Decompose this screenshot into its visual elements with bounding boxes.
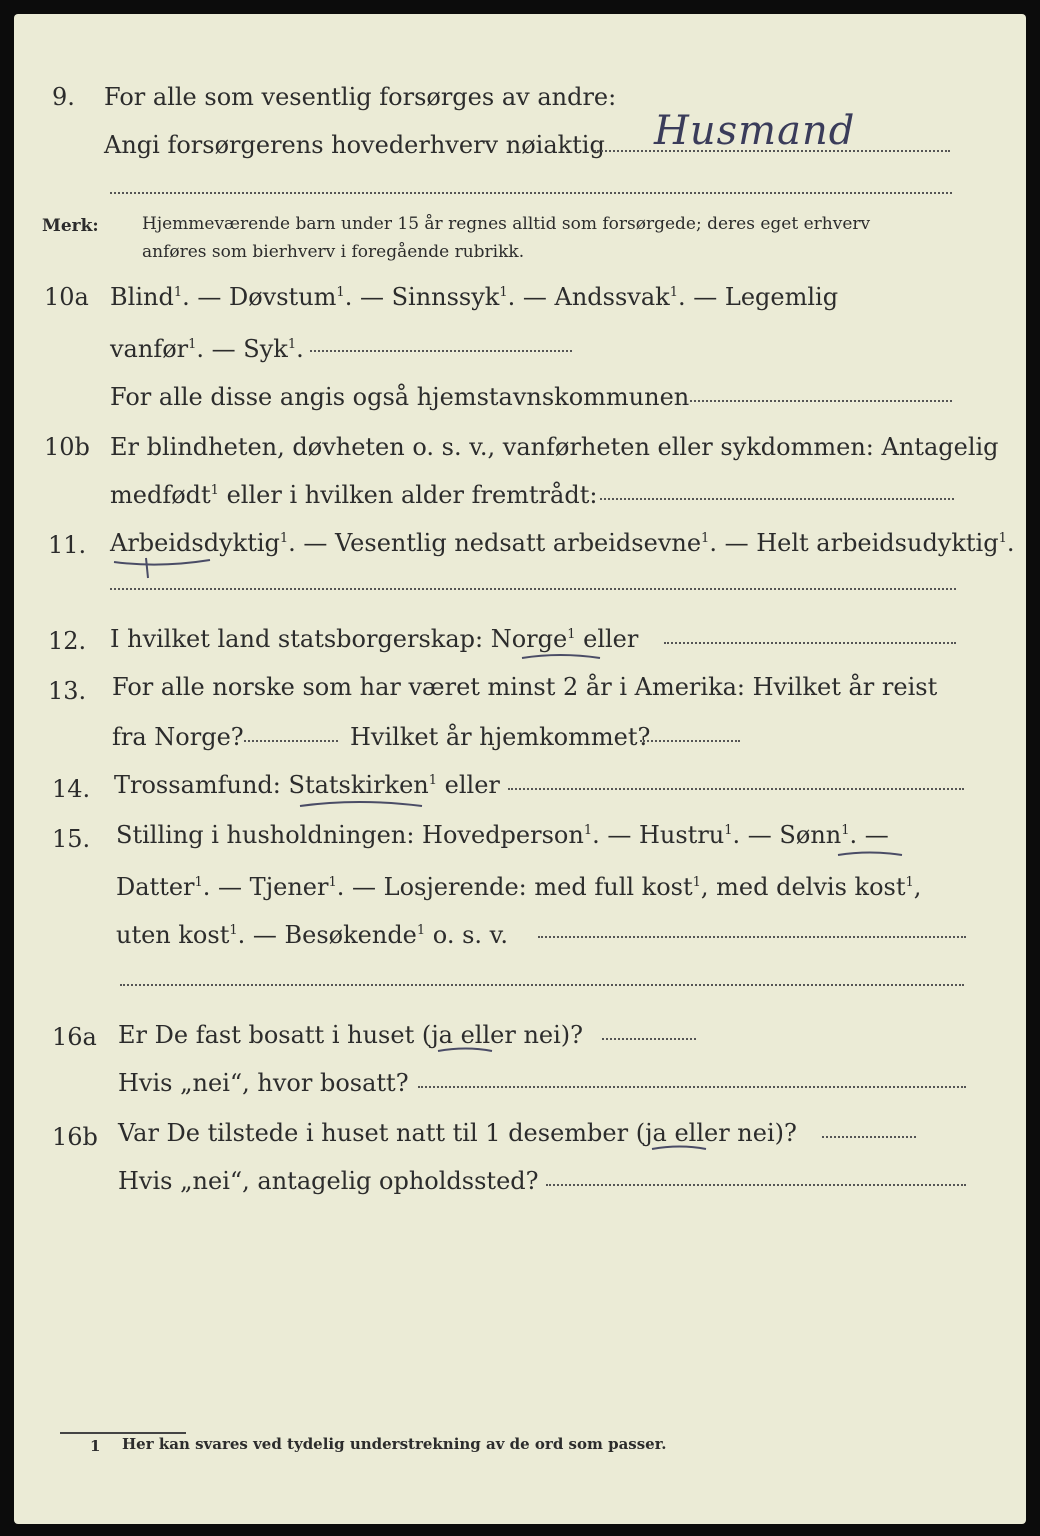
merk-line1: Hjemmeværende barn under 15 år regnes alltid som forsørgede; deres eget erhverv xyxy=(142,214,871,234)
q16b-line1: Var De tilstede i huset natt til 1 desember (ja eller nei)? xyxy=(118,1119,797,1147)
q15-extra-line xyxy=(120,984,964,986)
q16b-handwritten-underline xyxy=(650,1142,710,1156)
q14-handwritten-underline xyxy=(298,798,428,812)
q10a-hjemstavn-line xyxy=(690,400,952,402)
q10a-line1: Blind$^1$. — Døvstum$^1$. — Sinnssyk$^1$. — Andssvak$^1$. — Legemlig xyxy=(110,283,839,311)
q15-answer-line xyxy=(538,936,966,938)
q10a-syk-line xyxy=(310,350,572,352)
q11-handwritten-underline xyxy=(110,554,220,584)
q9-number: 9. xyxy=(52,83,75,111)
q11-line: Arbeidsdyktig$^1$. — Vesentlig nedsatt arbeidsevne$^1$. — Helt arbeidsudyktig$^1$. xyxy=(110,529,1015,557)
q13-number: 13. xyxy=(48,677,87,705)
q16a-handwritten-underline xyxy=(436,1044,496,1058)
q16b-opholdssted-line xyxy=(546,1184,966,1186)
q13-reist-line xyxy=(244,740,338,742)
q10a-line3: For alle disse angis også hjemstavnskommunen xyxy=(110,383,690,411)
q15-number: 15. xyxy=(52,825,91,853)
merk-label: Merk: xyxy=(42,216,99,236)
q9-handwritten-answer: Husmand xyxy=(654,108,856,154)
footnote-text: Her kan svares ved tydelig understrekning av de ord som passer. xyxy=(122,1435,667,1453)
footnote-mark: 1 xyxy=(90,1437,101,1455)
q15-line3: uten kost$^1$. — Besøkende$^1$ o. s. v. xyxy=(116,921,508,949)
q12-answer-line xyxy=(664,642,956,644)
q9-extra-line xyxy=(110,192,952,194)
q15-line1: Stilling i husholdningen: Hovedperson$^1$. — Hustru$^1$. — Sønn$^1$. — xyxy=(116,821,889,849)
q16a-bosatt-line xyxy=(418,1086,966,1088)
q16a-line1: Er De fast bosatt i huset (ja eller nei)? xyxy=(118,1021,584,1049)
q15-line2: Datter$^1$. — Tjener$^1$. — Losjerende: med full kost$^1$, med delvis kost$^1$, xyxy=(116,873,922,901)
q10b-number: 10b xyxy=(44,433,90,461)
q12-number: 12. xyxy=(48,627,87,655)
q10b-line2: medfødt$^1$ eller i hvilken alder fremtrådt: xyxy=(110,481,598,509)
q16a-answer-line xyxy=(602,1038,696,1040)
census-form-page xyxy=(14,14,1026,1524)
q13-line2b: Hvilket år hjemkommet? xyxy=(350,723,651,751)
q10a-line2: vanfør$^1$. — Syk$^1$. xyxy=(110,335,304,363)
q13-line1: For alle norske som har været minst 2 år i Amerika: Hvilket år reist xyxy=(112,673,938,701)
q9-line2: Angi forsørgerens hovederhverv nøiaktig xyxy=(104,131,605,159)
q9-line1: For alle som vesentlig forsørges av andre: xyxy=(104,83,617,111)
q10b-line1: Er blindheten, døvheten o. s. v., vanførheten eller sykdommen: Antagelig xyxy=(110,433,999,461)
q16b-line2: Hvis „nei“, antagelig opholdssted? xyxy=(118,1167,539,1195)
merk-line2: anføres som bierhverv i foregående rubrikk. xyxy=(142,242,525,262)
q14-number: 14. xyxy=(52,775,91,803)
q10b-answer-line xyxy=(600,498,954,500)
q14-answer-line xyxy=(508,788,964,790)
q16a-number: 16a xyxy=(52,1023,97,1051)
q13-hjemkommet-line xyxy=(640,740,740,742)
q16b-answer-line xyxy=(822,1136,916,1138)
q10a-number: 10a xyxy=(44,283,89,311)
q16a-line2: Hvis „nei“, hvor bosatt? xyxy=(118,1069,409,1097)
q15-handwritten-underline xyxy=(836,848,906,862)
q16b-number: 16b xyxy=(52,1123,98,1151)
q12-handwritten-underline xyxy=(520,650,604,664)
q13-line2a: fra Norge? xyxy=(112,723,244,751)
q12-line: I hvilket land statsborgerskap: Norge$^1$ eller xyxy=(110,625,639,653)
q14-line: Trossamfund: Statskirken$^1$ eller xyxy=(114,771,500,799)
q11-number: 11. xyxy=(48,531,87,559)
q11-extra-line xyxy=(110,588,956,590)
